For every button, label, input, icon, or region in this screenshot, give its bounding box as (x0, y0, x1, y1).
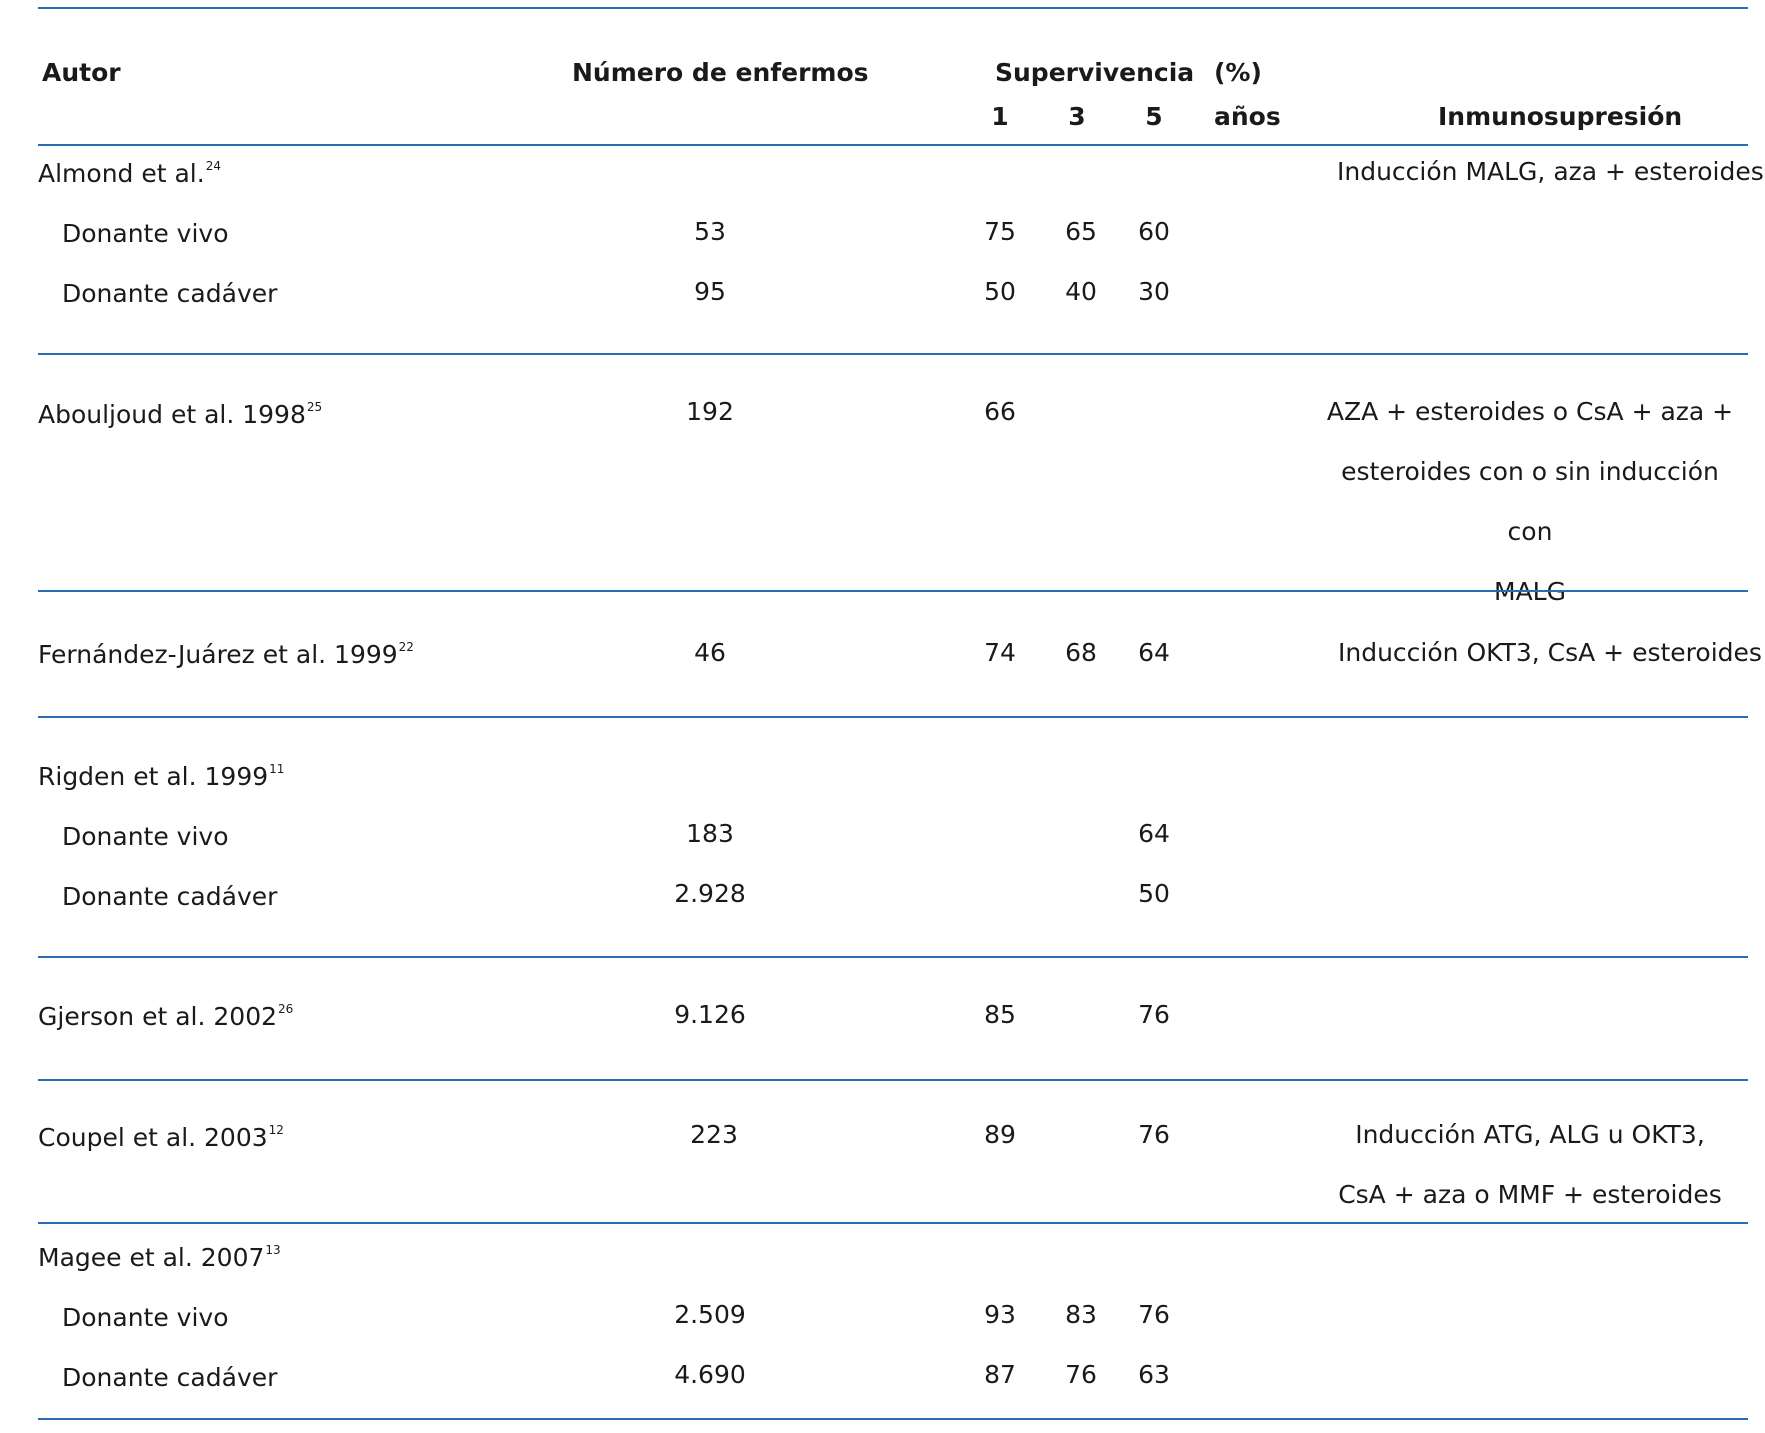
row-author: Abouljoud et al. 1998$^{25}$ (38, 400, 323, 429)
row-sub-label: Donante cadáver (62, 279, 278, 308)
row-survival-3: 76 (1065, 1360, 1097, 1389)
row-survival-1: 74 (984, 638, 1016, 667)
row-survival-1: 87 (984, 1360, 1016, 1389)
row-patients: 53 (694, 217, 726, 246)
row-survival-1: 85 (984, 1000, 1016, 1029)
row-survival-5: 76 (1138, 1120, 1170, 1149)
header-numero-enfermos: Número de enfermos (572, 58, 869, 87)
row-patients: 192 (686, 397, 734, 426)
row-rule (38, 1079, 1748, 1081)
row-rule (38, 956, 1748, 958)
row-survival-3: 68 (1065, 638, 1097, 667)
row-survival-5: 30 (1138, 277, 1170, 306)
row-patients: 95 (694, 277, 726, 306)
row-immunosuppression: Inducción MALG, aza + esteroides (1337, 157, 1764, 186)
row-survival-1: 93 (984, 1300, 1016, 1329)
table-top-rule (38, 7, 1748, 9)
row-author: Gjerson et al. 2002$^{26}$ (38, 1002, 294, 1031)
header-year-3: 3 (1068, 102, 1086, 131)
row-author: Rigden et al. 1999$^{11}$ (38, 762, 285, 791)
row-author: Almond et al.$^{24}$ (38, 159, 221, 188)
row-patients: 46 (694, 638, 726, 667)
row-survival-3: 83 (1065, 1300, 1097, 1329)
row-survival-1: 50 (984, 277, 1016, 306)
row-survival-5: 60 (1138, 217, 1170, 246)
row-survival-5: 76 (1138, 1300, 1170, 1329)
row-survival-5: 50 (1138, 879, 1170, 908)
table-bottom-rule (38, 1418, 1748, 1420)
header-percent: (%) (1214, 58, 1262, 87)
row-patients: 2.509 (674, 1300, 746, 1329)
header-supervivencia: Supervivencia (995, 58, 1195, 87)
row-patients: 2.928 (674, 879, 746, 908)
row-patients: 4.690 (674, 1360, 746, 1389)
row-survival-5: 64 (1138, 638, 1170, 667)
row-survival-1: 89 (984, 1120, 1016, 1149)
header-inmunosupresion: Inmunosupresión (1438, 102, 1683, 131)
row-author: Fernández-Juárez et al. 1999$^{22}$ (38, 640, 414, 669)
row-sub-label: Donante cadáver (62, 882, 278, 911)
row-survival-3: 65 (1065, 217, 1097, 246)
row-sub-label: Donante vivo (62, 822, 229, 851)
header-autor: Autor (42, 58, 121, 87)
row-immunosuppression: Inducción ATG, ALG u OKT3, CsA + aza o MMF + esteroides (1338, 1120, 1722, 1209)
row-survival-5: 64 (1138, 819, 1170, 848)
row-rule (38, 353, 1748, 355)
row-survival-1: 75 (984, 217, 1016, 246)
row-rule (38, 1222, 1748, 1224)
row-author: Coupel et al. 2003$^{12}$ (38, 1123, 284, 1152)
row-survival-5: 63 (1138, 1360, 1170, 1389)
header-year-1: 1 (991, 102, 1009, 131)
row-rule (38, 590, 1748, 592)
header-anos: años (1214, 102, 1281, 131)
row-author: Magee et al. 2007$^{13}$ (38, 1243, 281, 1272)
row-patients: 223 (690, 1120, 738, 1149)
row-survival-5: 76 (1138, 1000, 1170, 1029)
row-patients: 183 (686, 819, 734, 848)
row-rule (38, 716, 1748, 718)
row-patients: 9.126 (674, 1000, 746, 1029)
row-survival-3: 40 (1065, 277, 1097, 306)
row-immunosuppression: Inducción OKT3, CsA + esteroides (1338, 638, 1762, 667)
row-sub-label: Donante vivo (62, 219, 229, 248)
header-rule (38, 144, 1748, 146)
row-sub-label: Donante cadáver (62, 1363, 278, 1392)
row-immunosuppression: AZA + esteroides o CsA + aza + esteroides con o sin inducción con MALG (1326, 397, 1734, 606)
row-sub-label: Donante vivo (62, 1303, 229, 1332)
header-year-5: 5 (1145, 102, 1163, 131)
row-survival-1: 66 (984, 397, 1016, 426)
